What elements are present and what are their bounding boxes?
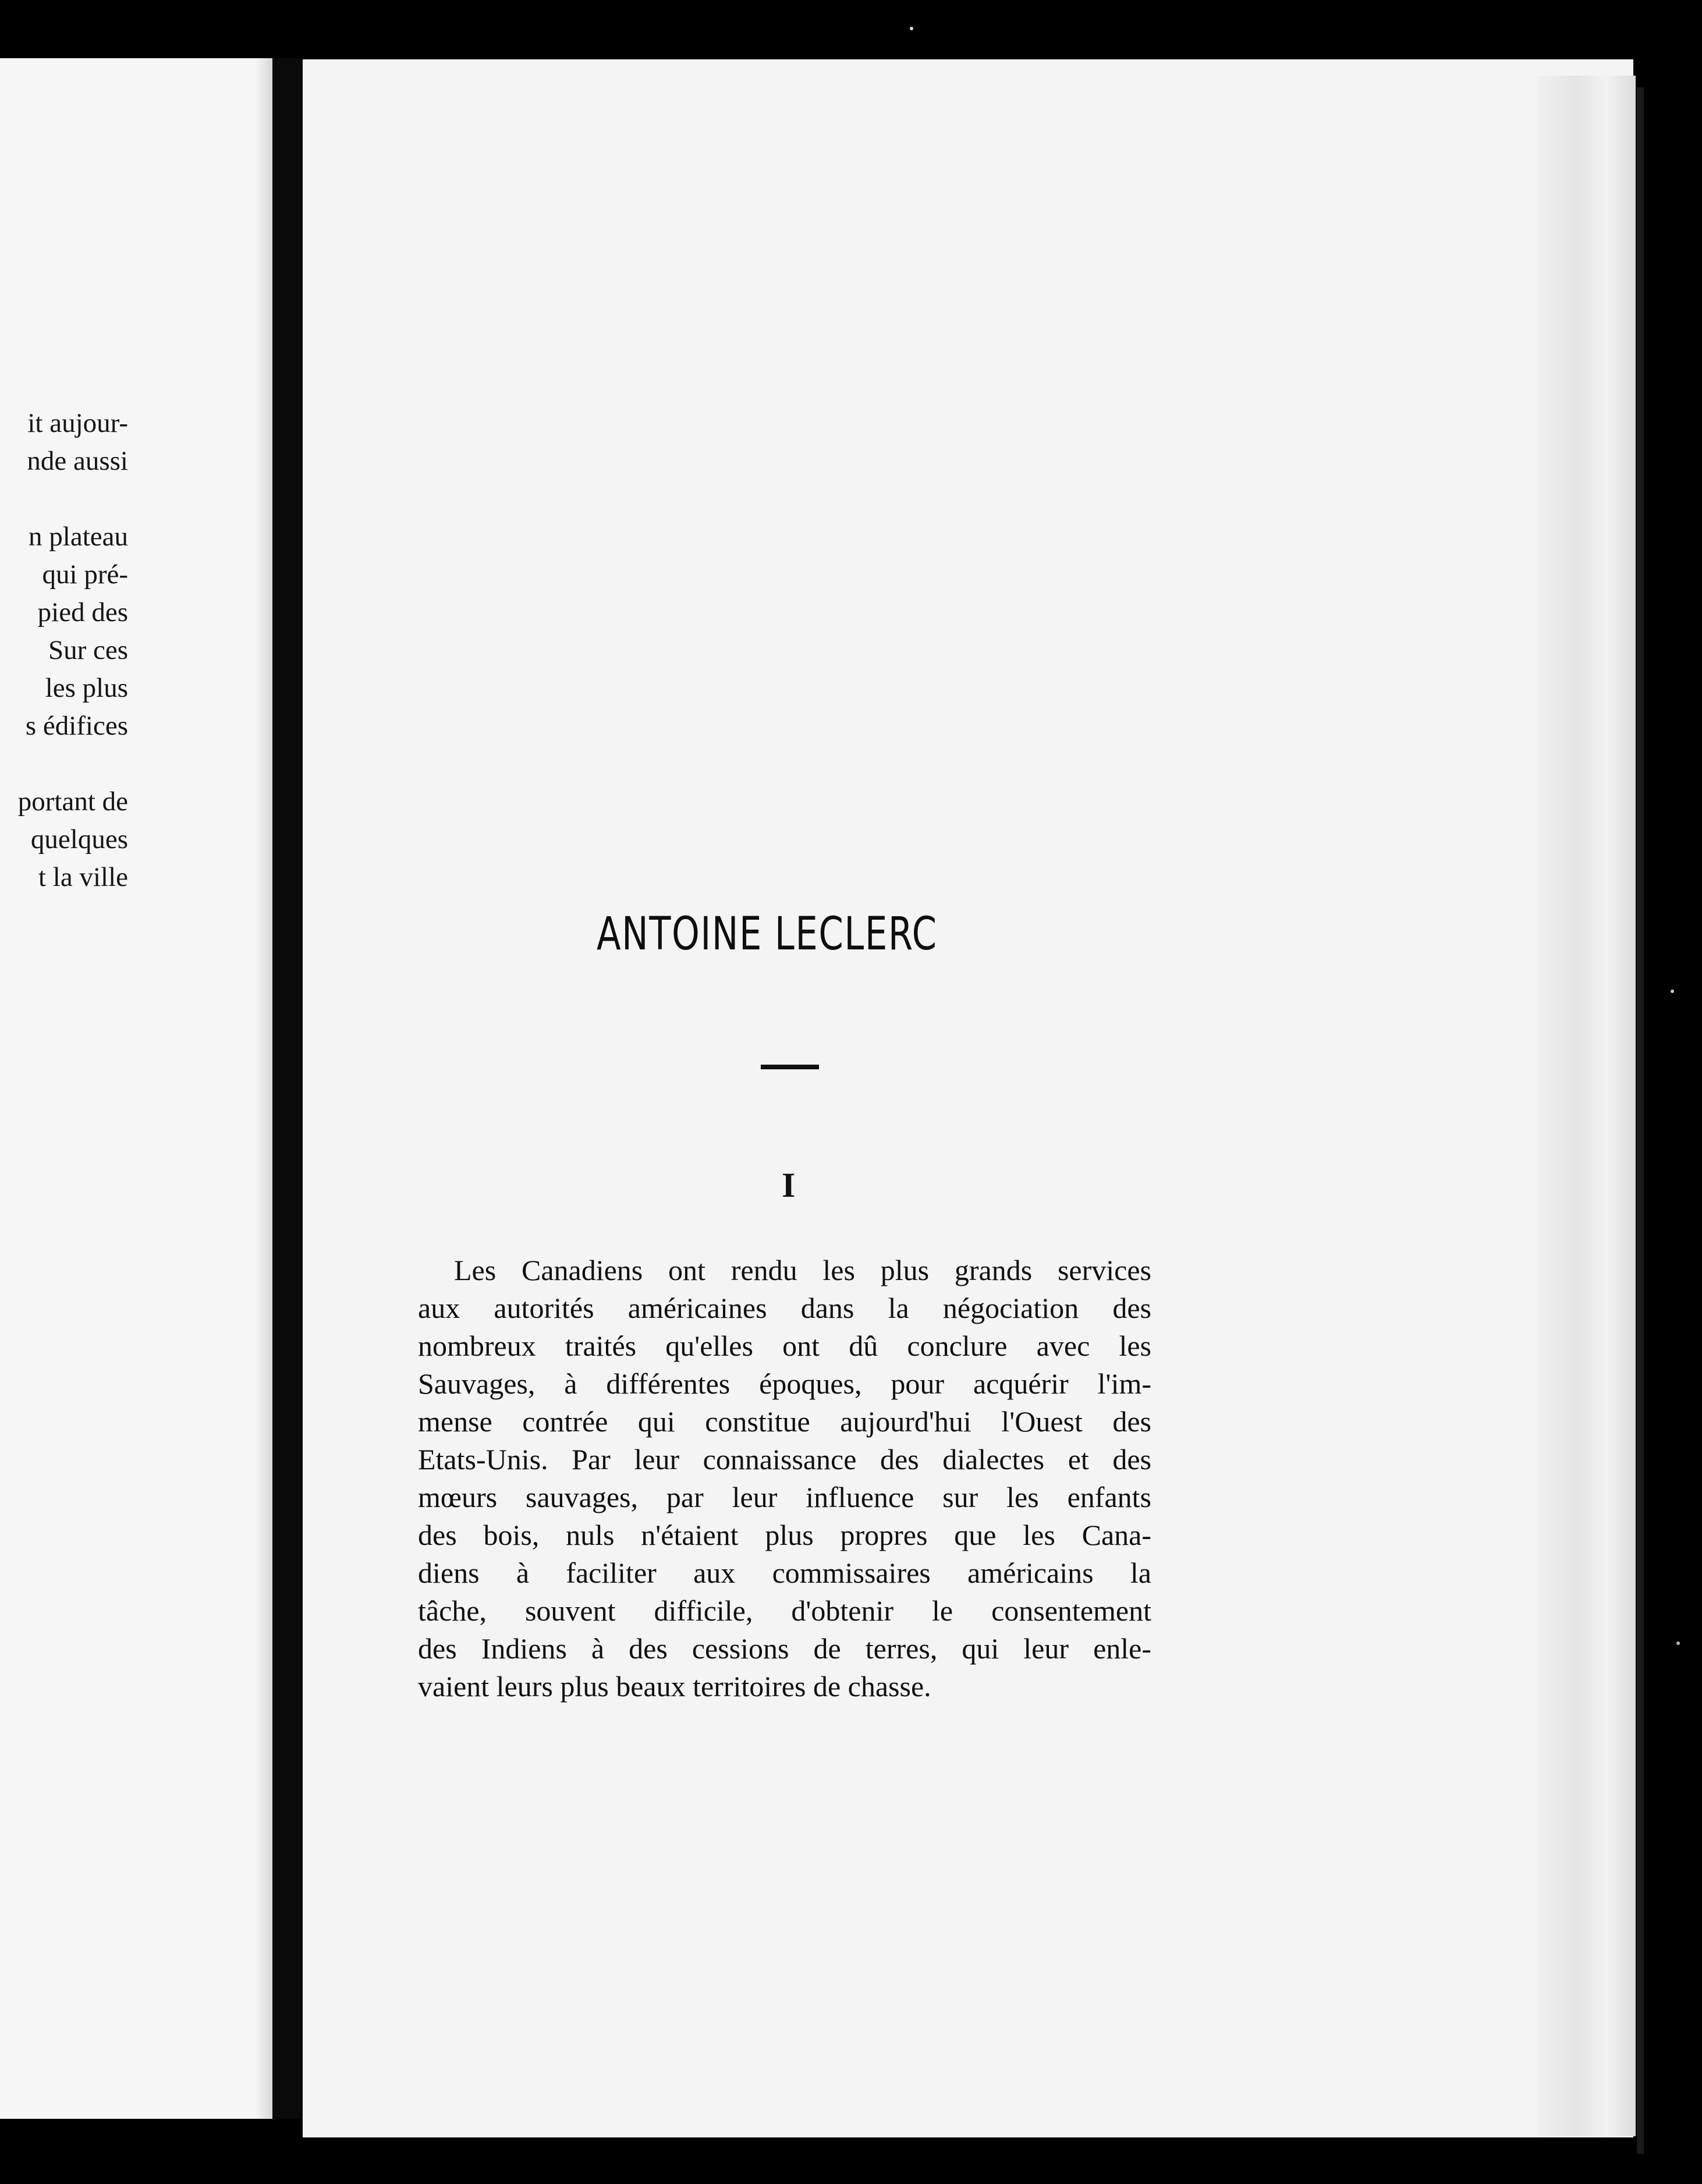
title-rule <box>761 1065 819 1069</box>
scan-speck <box>910 27 913 30</box>
facing-page-line: pied des <box>37 597 128 627</box>
facing-page-line: Sur ces <box>48 635 128 665</box>
book-spine <box>272 58 303 2119</box>
page-edges <box>1537 76 1636 2136</box>
facing-page-line: qui pré- <box>42 559 128 590</box>
chapter-title: ANTOINE LECLERC <box>597 908 938 960</box>
paragraph-line: mœurs sauvages, par leur influence sur les enfants <box>418 1481 1151 1513</box>
facing-page-line: quelques <box>30 824 128 855</box>
book-page <box>303 59 1633 2137</box>
section-number: I <box>782 1166 796 1204</box>
body-paragraph <box>418 1251 1151 1706</box>
paragraph-line: Les Canadiens ont rendu les plus grands services <box>454 1254 1151 1286</box>
paragraph-line: Etats-Unis. Par leur connaissance des dialectes et des <box>418 1443 1151 1476</box>
facing-page-line: s édifices <box>25 711 128 741</box>
facing-page-line: portant de <box>17 786 128 817</box>
facing-page-line: n plateau <box>29 522 128 552</box>
paragraph-line: des Indiens à des cessions de terres, qui leur enle- <box>418 1632 1151 1665</box>
paragraph-line: aux autorités américaines dans la négociation des <box>418 1292 1151 1324</box>
paragraph-line: tâche, souvent difficile, d'obtenir le consentement <box>418 1594 1151 1627</box>
page-edge-shadow <box>1637 87 1644 2154</box>
paragraph-line: mense contrée qui constitue aujourd'hui l'Ouest des <box>418 1405 1151 1438</box>
facing-page-line: it aujour- <box>27 408 128 438</box>
paragraph-line: diens à faciliter aux commissaires américains la <box>418 1557 1151 1589</box>
paragraph-line: des bois, nuls n'étaient plus propres que les Cana- <box>418 1519 1151 1551</box>
gutter-shadow <box>255 58 272 2119</box>
facing-page-line: t la ville <box>38 862 128 892</box>
paragraph-line: vaient leurs plus beaux territoires de chasse. <box>418 1670 931 1703</box>
scan-speck <box>1671 990 1674 993</box>
facing-page <box>0 58 272 2119</box>
facing-page-line: les plus <box>45 673 128 703</box>
paragraph-line: Sauvages, à différentes époques, pour acquérir l'im- <box>418 1367 1151 1400</box>
paragraph-line: nombreux traités qu'elles ont dû conclure avec les <box>418 1329 1151 1362</box>
scan-speck <box>1676 1641 1680 1645</box>
facing-page-line: nde aussi <box>27 446 128 476</box>
